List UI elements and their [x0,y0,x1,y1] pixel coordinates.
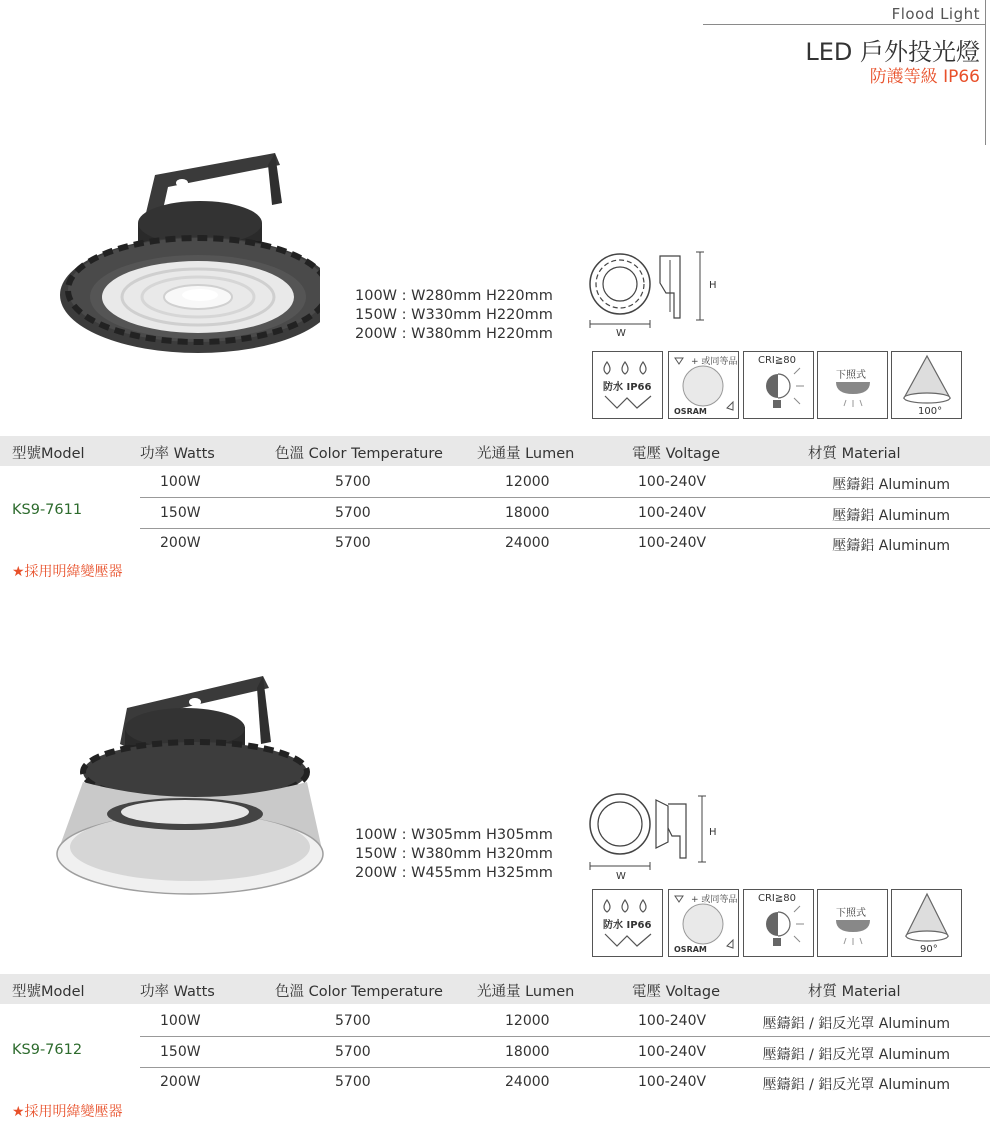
waterproof-ip66-box [592,889,663,957]
table-row [140,1006,990,1036]
dimension-200w: 200W : W455mm H325mm [355,865,553,881]
th-voltage: 電壓 Voltage [632,446,720,462]
model-number: KS9-7611 [12,502,83,518]
downlight-box [817,889,888,957]
header-vertical-rule [985,0,986,145]
cri-box [743,351,814,419]
spec-table-ks9-7611 [0,436,990,580]
product-photo-ks9-7612 [55,672,330,902]
cell-watts: 100W [160,474,201,490]
cell-lumen: 12000 [505,1013,550,1029]
downlight-icon [818,890,889,958]
cell-color-temp: 5700 [335,474,371,490]
waterproof-ip66-box [592,351,663,419]
dimension-200w: 200W : W380mm H220mm [355,326,553,342]
dimension-list [355,287,553,344]
cell-voltage: 100-240V [638,1074,707,1090]
cell-color-temp: 5700 [335,1044,371,1060]
waterproof-label: 防水 IP66 [603,920,652,931]
dimension-150w: 150W : W380mm H320mm [355,846,553,862]
cell-material: 壓鑄鋁 / 鋁反光罩 Aluminum [762,1016,950,1032]
page-subtitle: 防護等級 IP66 [869,67,980,87]
downlight-icon [818,352,889,420]
cell-lumen: 24000 [505,1074,550,1090]
table-row [140,498,990,528]
cell-material: 壓鑄鋁 Aluminum [832,508,950,524]
th-color-temp: 色溫 Color Temperature [275,446,443,462]
th-material: 材質 Material [808,446,901,462]
dimension-list [355,826,553,883]
spec-table-ks9-7612 [0,974,990,1119]
cell-color-temp: 5700 [335,505,371,521]
table-row [140,1037,990,1067]
cell-watts: 200W [160,1074,201,1090]
osram-brand: OSRAM [674,407,707,416]
osram-led-box [668,889,739,957]
cell-voltage: 100-240V [638,535,707,551]
osram-brand: OSRAM [674,945,707,954]
dimension-drawing [588,248,723,348]
cell-lumen: 18000 [505,505,550,521]
th-voltage: 電壓 Voltage [632,984,720,1000]
cell-material: 壓鑄鋁 Aluminum [832,477,950,493]
cell-lumen: 12000 [505,474,550,490]
dimension-drawing [588,792,723,888]
beam-angle-label: 100° [918,406,943,417]
downlight-label: 下照式 [836,908,866,919]
cell-watts: 150W [160,1044,201,1060]
th-lumen: 光通量 Lumen [477,446,575,462]
dim-height-label: H [709,280,717,291]
beam-angle-label: 90° [920,944,938,955]
downlight-box [817,351,888,419]
downlight-label: 下照式 [836,370,866,381]
category-label: Flood Light [891,5,980,23]
dim-width-label: W [616,871,626,882]
table-row [140,467,990,497]
dim-height-label: H [709,827,717,838]
cell-watts: 200W [160,535,201,551]
osram-equivalent-label: + 或同等品 [691,357,738,367]
cri-label: CRI≧80 [758,893,796,904]
cell-lumen: 18000 [505,1044,550,1060]
dim-width-label: W [616,328,626,339]
cri-box [743,889,814,957]
cell-color-temp: 5700 [335,1074,371,1090]
transformer-note: ★採用明緯變壓器 [12,1104,123,1120]
beam-angle-box [891,351,962,419]
cri-label: CRI≧80 [758,355,796,366]
table-row [140,528,990,558]
model-number: KS9-7612 [12,1042,83,1058]
cell-color-temp: 5700 [335,535,371,551]
cell-voltage: 100-240V [638,474,707,490]
cell-material: 壓鑄鋁 Aluminum [832,538,950,554]
th-material: 材質 Material [808,984,901,1000]
th-color-temp: 色溫 Color Temperature [275,984,443,1000]
waterproof-label: 防水 IP66 [603,382,652,393]
product-photo-ks9-7611 [50,145,320,360]
cell-voltage: 100-240V [638,1044,707,1060]
table-header [0,974,990,1004]
cell-material: 壓鑄鋁 / 鋁反光罩 Aluminum [762,1077,950,1093]
beam-angle-box [891,889,962,957]
transformer-note: ★採用明緯變壓器 [12,564,123,580]
th-model: 型號Model [12,984,85,1000]
cell-material: 壓鑄鋁 / 鋁反光罩 Aluminum [762,1047,950,1063]
cell-watts: 150W [160,505,201,521]
dimension-150w: 150W : W330mm H220mm [355,307,553,323]
th-watts: 功率 Watts [140,984,215,1000]
dimension-100w: 100W : W280mm H220mm [355,288,553,304]
page-title: LED 戶外投光燈 [805,38,980,66]
th-watts: 功率 Watts [140,446,215,462]
th-model: 型號Model [12,446,85,462]
cell-voltage: 100-240V [638,1013,707,1029]
th-lumen: 光通量 Lumen [477,984,575,1000]
dimension-100w: 100W : W305mm H305mm [355,827,553,843]
osram-led-box [668,351,739,419]
cell-watts: 100W [160,1013,201,1029]
cell-color-temp: 5700 [335,1013,371,1029]
header-divider [703,24,985,25]
table-header [0,436,990,466]
cell-voltage: 100-240V [638,505,707,521]
table-row [140,1067,990,1097]
osram-equivalent-label: + 或同等品 [691,895,738,905]
cell-lumen: 24000 [505,535,550,551]
